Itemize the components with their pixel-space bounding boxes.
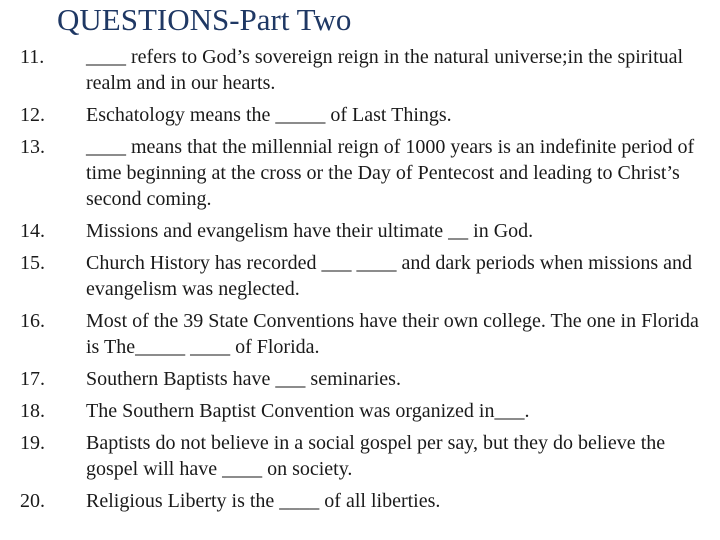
question-list bbox=[20, 44, 700, 520]
slide-title: QUESTIONS-Part Two bbox=[57, 2, 352, 37]
question-text: Eschatology means the _____ of Last Things. bbox=[86, 104, 452, 126]
question-item bbox=[20, 218, 700, 244]
question-text: Church History has recorded ___ ____ and dark periods when missions and evangelism was neglected. bbox=[86, 252, 692, 300]
question-number: 17. bbox=[20, 368, 45, 390]
question-item bbox=[20, 488, 700, 514]
question-number: 11. bbox=[20, 46, 45, 68]
question-text: ____ means that the millennial reign of 1000 years is an indefinite period of time beginning at the cross or the Day of Pentecost and leading to Christ’s second coming. bbox=[86, 136, 695, 210]
question-number: 19. bbox=[20, 432, 45, 454]
question-number: 14. bbox=[20, 220, 45, 242]
question-number: 13. bbox=[20, 136, 45, 158]
question-text: The Southern Baptist Convention was organized in___. bbox=[86, 400, 530, 422]
question-item bbox=[20, 366, 700, 392]
question-number: 12. bbox=[20, 104, 45, 126]
question-text: ____ refers to God’s sovereign reign in the natural universe;in the spiritual realm and in our hearts. bbox=[86, 46, 684, 94]
question-item bbox=[20, 134, 700, 212]
question-number: 16. bbox=[20, 310, 45, 332]
question-number: 15. bbox=[20, 252, 45, 274]
question-item bbox=[20, 398, 700, 424]
question-item bbox=[20, 250, 700, 302]
question-number: 18. bbox=[20, 400, 45, 422]
question-item bbox=[20, 44, 700, 96]
question-text: Southern Baptists have ___ seminaries. bbox=[86, 368, 401, 390]
question-number: 20. bbox=[20, 490, 45, 512]
question-text: Religious Liberty is the ____ of all liberties. bbox=[86, 490, 441, 512]
question-item bbox=[20, 308, 700, 360]
question-item bbox=[20, 430, 700, 482]
question-text: Most of the 39 State Conventions have their own college. The one in Florida is The_____ ____ of Florida. bbox=[86, 310, 699, 358]
question-text: Missions and evangelism have their ultimate __ in God. bbox=[86, 220, 534, 242]
question-item bbox=[20, 102, 700, 128]
question-text: Baptists do not believe in a social gospel per say, but they do believe the gospel will have ____ on society. bbox=[86, 432, 666, 480]
